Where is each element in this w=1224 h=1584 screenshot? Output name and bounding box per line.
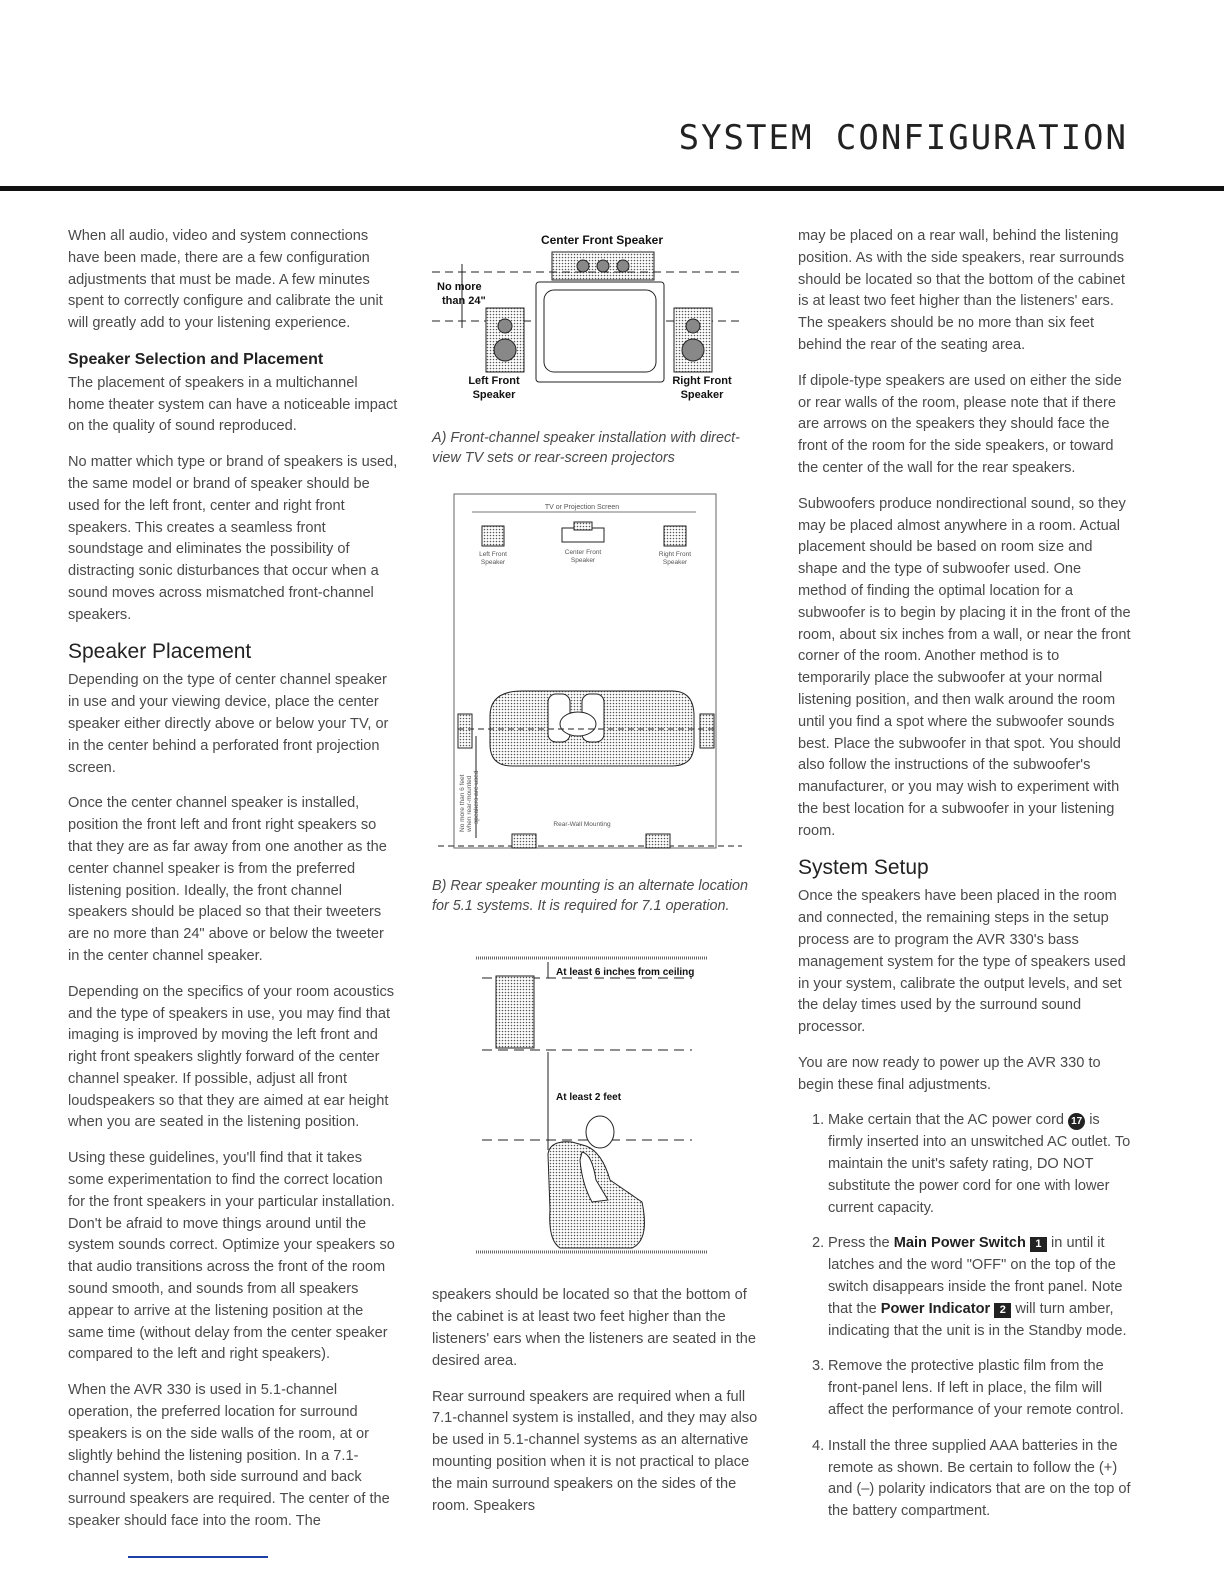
rear-wall-label: Rear-Wall Mounting (553, 820, 611, 828)
step-text: Press the (828, 1235, 890, 1252)
intro-paragraph: When all audio, video and system connections have been made, there are a few configuration adjustments that must be made. A few minutes spent to correctly configure and calibrate the unit will greatly add to your listening experience. (68, 228, 383, 332)
footer-rule (128, 1556, 268, 1558)
ac-power-cord-callout: 17 (1068, 1113, 1085, 1130)
room-right-label-2: Speaker (662, 558, 688, 566)
step-text: Install the three supplied AAA batteries in the remote as shown. Be certain to follow the (+) and (–) polarity indicators that are on the top of the battery compartment. (828, 1437, 1131, 1520)
power-indicator-callout: 2 (994, 1303, 1011, 1318)
screen-label: TV or Projection Screen (544, 503, 620, 511)
figure-front-speakers (432, 226, 762, 468)
ceiling-distance-label: At least 6 inches from ceiling (556, 966, 695, 978)
figure-b-diagram (432, 486, 762, 866)
heading-system-setup: System Setup (798, 855, 929, 879)
listener-head (586, 1116, 614, 1148)
left-front-label-2: Speaker (472, 389, 516, 401)
right-paragraph-5: You are now ready to power up the AVR 330 to begin these final adjustments. (798, 1054, 1101, 1093)
step-text: Make certain that the AC power cord (828, 1112, 1065, 1129)
room-left-label-2: Speaker (480, 558, 506, 566)
step-2 (798, 1233, 1133, 1342)
power-indicator-label: Power Indicator (880, 1300, 991, 1317)
step-text: will turn amber, indicating that the unit is in the Standby mode. (828, 1300, 1127, 1339)
main-power-switch-label: Main Power Switch (893, 1235, 1026, 1252)
side-note-1: No more than 6 feet (459, 774, 466, 832)
mid-paragraph-1: speakers should be located so that the bottom of the cabinet is at least two feet higher than the listeners' ears when the listeners are seated in the desired area. (432, 1287, 757, 1369)
figure-a-diagram (432, 226, 762, 406)
room-center-label: Center Front (564, 548, 602, 556)
room-right-label: Right Front (658, 550, 692, 558)
figure-c-diagram (432, 940, 762, 1266)
room-left-surround (458, 714, 472, 748)
placement-paragraph-4: Using these guidelines, you'll find that it takes some experimentation to find the correct location for the front speakers in your particular installation. Don't be afraid to move things around until the system sounds correct. Optimize your speakers so that audio transitions across the front of the room sound smooth, and sounds from all speakers appear to arrive at the listening position at the same time (without delay from the center speaker compared to the left and right speakers). (68, 1150, 395, 1363)
figure-room-layout (432, 486, 762, 916)
placement-paragraph-2: Once the center channel speaker is installed, position the front left and front right speakers so that they are as far away from one another as the center channel speaker is from the preferred listening position. Ideally, the front channel speakers should be placed so that their tweeters are no more than 24" above or below the tweeter in the center channel speaker. (68, 795, 387, 964)
step-number: 4. (812, 1437, 825, 1454)
page-title: SYSTEM CONFIGURATION (678, 118, 1128, 158)
no-more-label: No more (437, 281, 482, 293)
room-left-label: Left Front (479, 550, 507, 558)
surround-speaker-side (496, 976, 534, 1048)
right-paragraph-4: Once the speakers have been placed in the room and connected, the remaining steps in the setup process are to program the AVR 330's bass management system for the type of speakers used in your system, calibrate the output levels, and set the delay times used by the surround sound processor. (798, 888, 1126, 1036)
step-3 (798, 1356, 1133, 1421)
placement-paragraph-3: Depending on the specifics of your room acoustics and the type of speakers in use, you may find that imaging is improved by moving the left front and right front speakers slightly forward of the center channel speaker. If possible, adjust all front loudspeakers so that they are aimed at ear height when you are seated in the listening position. (68, 983, 395, 1131)
right-paragraph-2: If dipole-type speakers are used on either the side or rear walls of the room, please note that if there are arrows on the speakers they should face the front of the room for the side speakers, or toward the center of the wall for the rear speakers. (798, 372, 1122, 476)
figure-a-caption: A) Front-channel speaker installation with direct-view TV sets or rear-screen projectors (432, 429, 740, 466)
figure-height (432, 940, 762, 1274)
step-number: 1. (812, 1112, 825, 1129)
figure-b-caption: B) Rear speaker mounting is an alternate location for 5.1 systems. It is required for 7.1 operation. (432, 877, 748, 914)
step-1 (798, 1110, 1133, 1219)
side-note-2: when rear-mounted (466, 775, 473, 832)
right-column (798, 226, 1133, 1537)
room-center-label-2: Speaker (570, 556, 596, 564)
step-4 (798, 1436, 1133, 1523)
room-right-surround (700, 714, 714, 748)
step-number: 3. (812, 1358, 825, 1375)
step-text: Remove the protective plastic film from the front-panel lens. If left in place, the film will affect the performance of your remote control. (828, 1358, 1124, 1419)
room-right-speaker (664, 526, 686, 546)
right-paragraph-1: may be placed on a rear wall, behind the listening position. As with the side speakers, rear surrounds should be located so that the bottom of the cabinet is at least two feet higher than the listeners' ears. The speakers should be no more than six feet behind the rear of the seating area. (798, 228, 1125, 353)
heading-speaker-placement: Speaker Placement (68, 639, 252, 663)
main-power-switch-callout: 1 (1030, 1237, 1047, 1252)
right-paragraph-3: Subwoofers produce nondirectional sound, so they may be placed almost anywhere in a room. Actual placement should be based on room size and shape and the type of subwoofer used. One method of finding the optimal location for a subwoofer is to begin by placing it in the front of the room, about six inches from a wall, or near the front corner of the room. Another method is to temporarily place the subwoofer at your normal listening position, and then walk around the room until you find a spot where the subwoofer sounds best. Place the subwoofer in that spot. You should also follow the instructions of the subwoofer's manufacturer, or you may wish to experiment with the best location for a subwoofer in your listening room. (798, 495, 1131, 839)
rear-right-speaker (646, 834, 670, 848)
listener (560, 712, 596, 736)
selection-paragraph-2: No matter which type or brand of speakers is used, the same model or brand of speaker should be used for the left front, center and right front speakers. This creates a seamless front soundstage and eliminates the possibility of distracting sonic disturbances that occur when a sound moves across mismatched front-channel speakers. (68, 454, 398, 623)
ear-distance-label: At least 2 feet (556, 1091, 622, 1103)
room-left-speaker (482, 526, 504, 546)
title-rule (0, 186, 1224, 191)
step-text: is firmly inserted into an unswitched AC outlet. To maintain the unit's safety rating, DO NOT substitute the power cord for one with lower current capacity. (828, 1112, 1131, 1216)
setup-steps (798, 1110, 1133, 1523)
center-speaker-label: Center Front Speaker (540, 233, 664, 247)
placement-paragraph-5: When the AVR 330 is used in 5.1-channel operation, the preferred location for surround speakers is on the side walls of the room, at or slightly behind the listening position. In a 7.1-channel system, both side surround and back surround speakers are required. The center of the speaker should face into the room. The (68, 1382, 390, 1530)
no-more-value: than 24" (442, 295, 486, 307)
heading-speaker-selection: Speaker Selection and Placement (68, 350, 324, 368)
placement-paragraph-1: Depending on the type of center channel speaker in use and your viewing device, place the center speaker either directly above or below your TV, or in the center behind a perforated front projection screen. (68, 672, 389, 776)
side-note-3: speakers are used (473, 770, 480, 824)
left-column (68, 226, 398, 1547)
middle-column (432, 226, 762, 1531)
step-number: 2. (812, 1235, 825, 1252)
right-front-label: Right Front (672, 375, 732, 387)
mid-paragraph-2: Rear surround speakers are required when a full 7.1-channel system is installed, and they may also be used in 5.1-channel systems as an alternative mounting position when it is not practical to place the main surround speakers on the sides of the room. Speakers (432, 1388, 758, 1514)
right-front-label-2: Speaker (680, 389, 724, 401)
left-front-label: Left Front (468, 375, 520, 387)
step-text: in until it latches and the word "OFF" on the top of the switch disappears inside the front panel. Note that the (828, 1235, 1123, 1317)
rear-left-speaker (512, 834, 536, 848)
selection-paragraph-1: The placement of speakers in a multichannel home theater system can have a noticeable impact on the quality of sound reproduced. (68, 374, 398, 435)
